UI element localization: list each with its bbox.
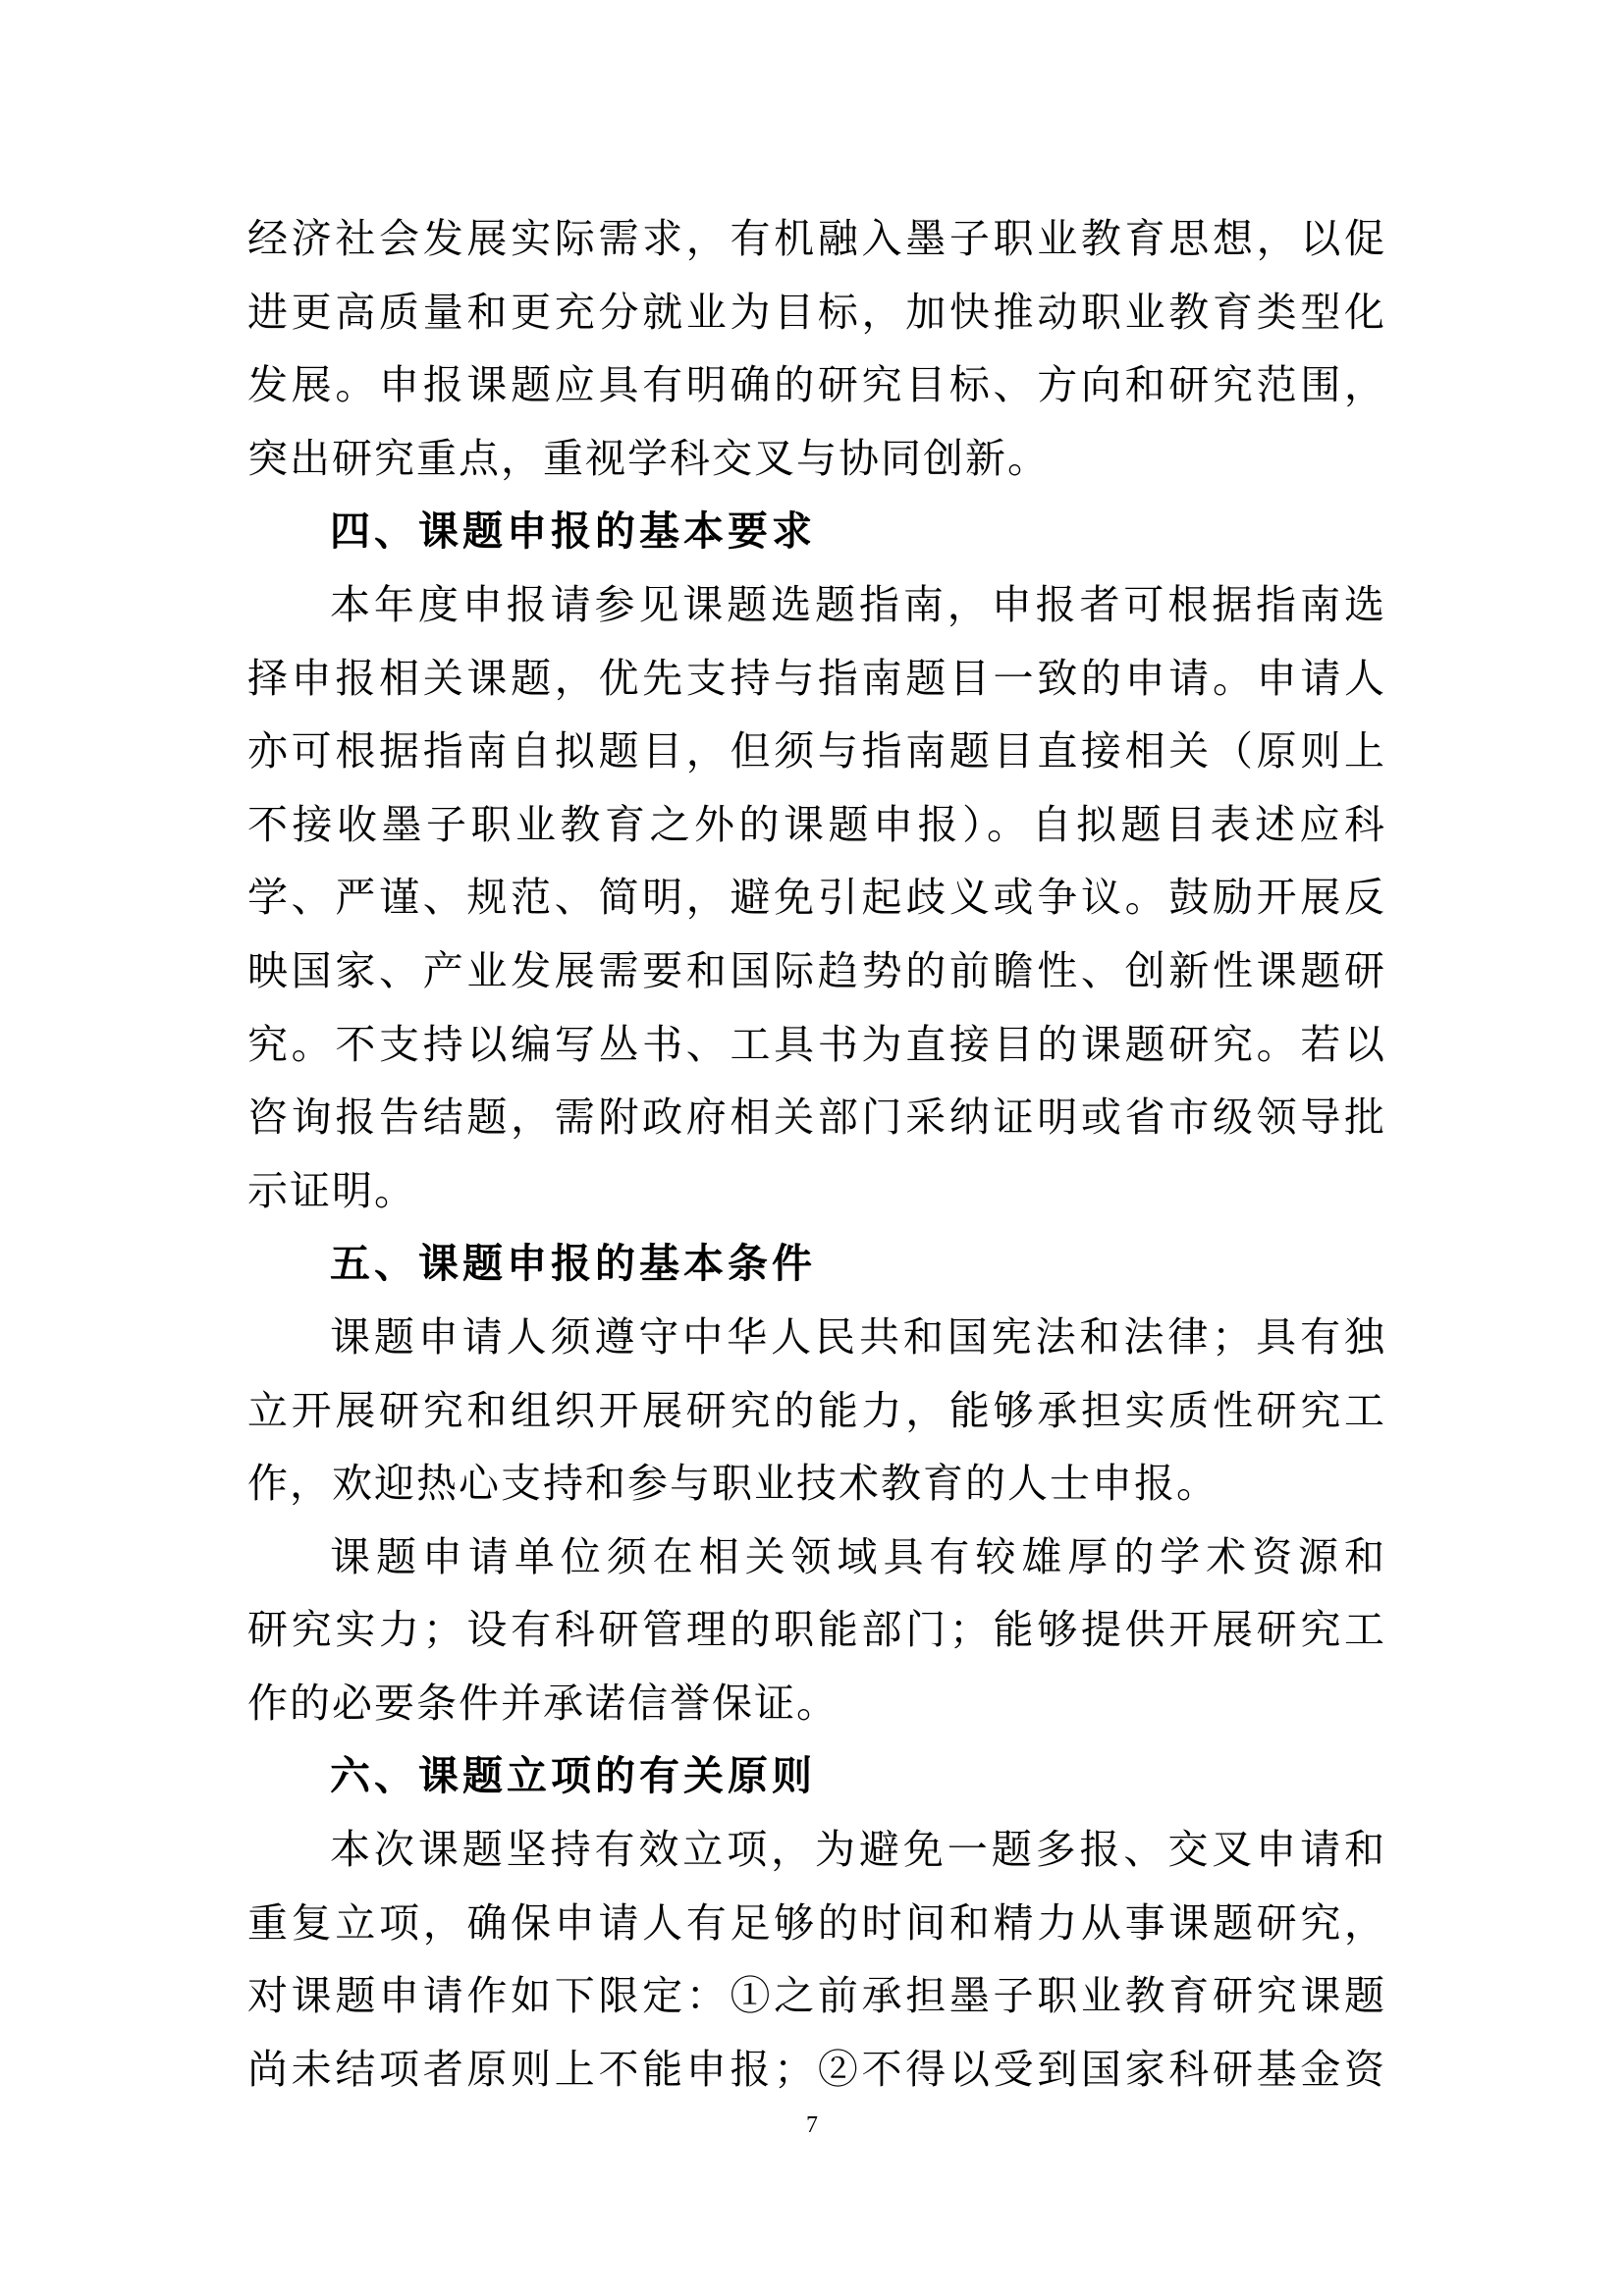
section-heading-4: 四、课题申报的基本要求 xyxy=(330,507,816,556)
body-line: 经济社会发展实际需求，有机融入墨子职业教育思想，以促 xyxy=(247,215,1386,262)
body-line: 亦可根据指南自拟题目，但须与指南题目直接相关（原则上 xyxy=(247,727,1386,775)
body-line: 本次课题坚持有效立项，为避免一题多报、交叉申请和 xyxy=(330,1826,1386,1874)
body-line: 作，欢迎热心支持和参与职业技术教育的人士申报。 xyxy=(247,1460,1218,1508)
body-line: 对课题申请作如下限定：①之前承担墨子职业教育研究课题 xyxy=(247,1972,1386,2020)
body-line: 咨询报告结题，需附政府相关部门采纳证明或省市级领导批 xyxy=(247,1094,1386,1142)
body-line: 择申报相关课题，优先支持与指南题目一致的申请。申请人 xyxy=(247,654,1386,702)
body-line: 研究实力；设有科研管理的职能部门；能够提供开展研究工 xyxy=(247,1606,1386,1654)
page-number: 7 xyxy=(806,2112,818,2138)
body-line: 本年度申报请参见课题选题指南，申报者可根据指南选 xyxy=(330,580,1386,628)
section-heading-5: 五、课题申报的基本条件 xyxy=(330,1240,816,1288)
body-line: 突出研究重点，重视学科交叉与协同创新。 xyxy=(247,434,1050,482)
document-body xyxy=(247,202,1386,2106)
body-line: 尚未结项者原则上不能申报；②不得以受到国家科研基金资 xyxy=(247,2045,1386,2093)
body-line: 进更高质量和更充分就业为目标，加快推动职业教育类型化 xyxy=(247,288,1386,336)
body-line: 示证明。 xyxy=(247,1166,416,1214)
body-line: 究。不支持以编写丛书、工具书为直接目的课题研究。若以 xyxy=(247,1020,1386,1068)
body-line: 学、严谨、规范、简明，避免引起歧义或争议。鼓励开展反 xyxy=(247,874,1386,922)
body-line: 课题申请单位须在相关领域具有较雄厚的学术资源和 xyxy=(330,1532,1386,1580)
body-line: 不接收墨子职业教育之外的课题申报）。自拟题目表述应科 xyxy=(247,800,1386,848)
body-line: 发展。申报课题应具有明确的研究目标、方向和研究范围， xyxy=(247,361,1386,409)
body-line: 重复立项，确保申请人有足够的时间和精力从事课题研究， xyxy=(247,1898,1386,1947)
body-line: 映国家、产业发展需要和国际趋势的前瞻性、创新性课题研 xyxy=(247,946,1386,994)
body-line: 课题申请人须遵守中华人民共和国宪法和法律；具有独 xyxy=(330,1312,1386,1361)
body-line: 立开展研究和组织开展研究的能力，能够承担实质性研究工 xyxy=(247,1386,1386,1434)
section-heading-6: 六、课题立项的有关原则 xyxy=(330,1752,816,1800)
body-line: 作的必要条件并承诺信誉保证。 xyxy=(247,1679,839,1727)
